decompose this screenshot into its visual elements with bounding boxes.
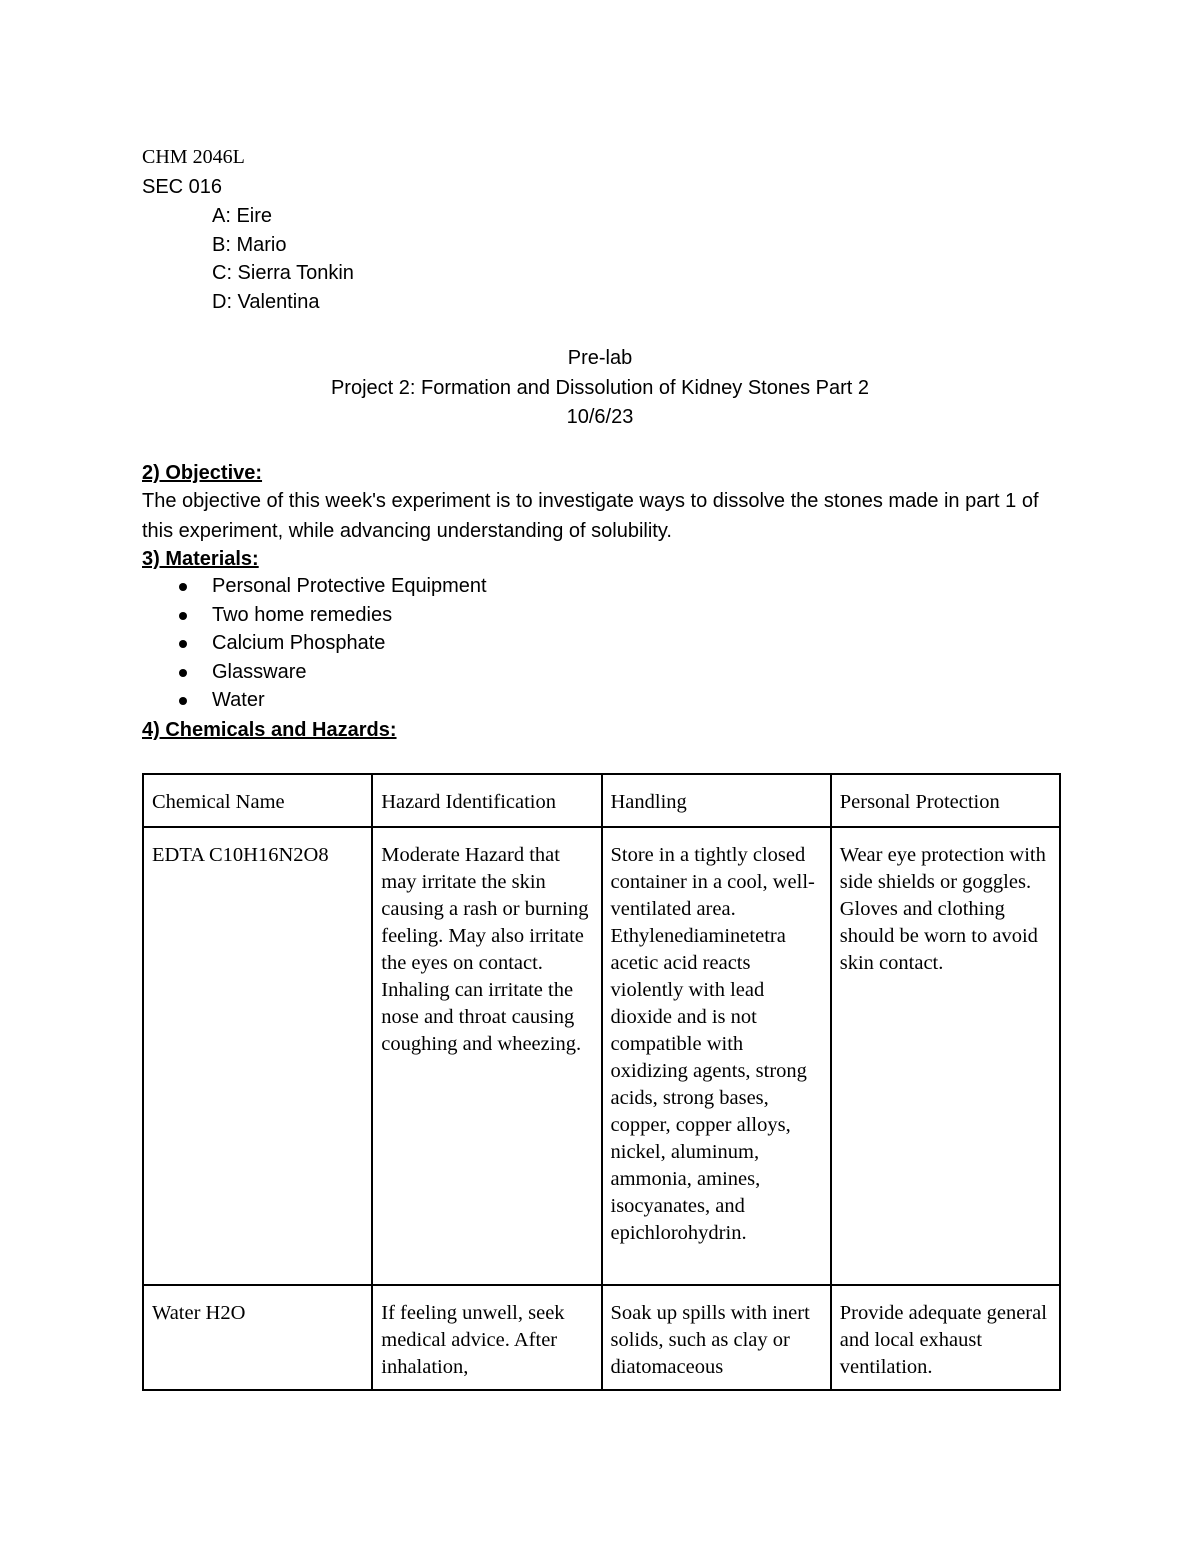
list-item bbox=[142, 658, 487, 687]
list-item bbox=[142, 572, 487, 601]
hazard-cell: Moderate Hazard that may irritate the skin causing a rash or burning feeling. May also irritate the eyes on contact. Inhaling can irritate the nose and throat causing coughing and wheezing. bbox=[372, 827, 601, 1285]
materials-heading: 3) Materials: bbox=[142, 548, 259, 570]
column-header: Handling bbox=[602, 774, 831, 827]
column-header: Personal Protection bbox=[831, 774, 1060, 827]
material-label: Water bbox=[212, 689, 265, 711]
objective-text: The objective of this week's experiment is to investigate ways to dissolve the stones made in part 1 of this experiment, while advancing understanding of solubility. bbox=[142, 490, 1039, 542]
member-d: D: Valentina bbox=[212, 291, 320, 313]
handling-cell: Soak up spills with inert solids, such as clay or diatomaceous bbox=[602, 1285, 831, 1390]
chemicals-hazards-table bbox=[142, 773, 1061, 1391]
column-header: Chemical Name bbox=[143, 774, 372, 827]
chemical-name-cell: EDTA C10H16N2O8 bbox=[143, 827, 372, 1285]
course-code: CHM 2046L bbox=[142, 146, 245, 168]
bullet-icon bbox=[179, 640, 187, 648]
member-b: B: Mario bbox=[212, 234, 287, 256]
bullet-icon bbox=[179, 583, 187, 591]
table-header-row bbox=[143, 774, 1060, 827]
list-item bbox=[142, 629, 487, 658]
document-kind: Pre-lab bbox=[567, 347, 633, 369]
hazard-cell: If feeling unwell, seek medical advice. After inhalation, bbox=[372, 1285, 601, 1390]
member-a: A: Eire bbox=[212, 205, 273, 227]
bullet-icon bbox=[179, 669, 187, 677]
list-item bbox=[142, 686, 487, 715]
protection-cell: Provide adequate general and local exhaust ventilation. bbox=[831, 1285, 1060, 1390]
material-label: Two home remedies bbox=[212, 603, 393, 626]
bullet-icon bbox=[179, 612, 187, 620]
document-date: 10/6/23 bbox=[566, 406, 634, 428]
section-number: SEC 016 bbox=[142, 176, 223, 198]
list-item bbox=[142, 601, 487, 630]
table-row bbox=[143, 1285, 1060, 1390]
materials-list bbox=[142, 572, 487, 715]
chemical-name-cell: Water H2O bbox=[143, 1285, 372, 1390]
chemicals-heading: 4) Chemicals and Hazards: bbox=[142, 719, 397, 741]
column-header: Hazard Identification bbox=[372, 774, 601, 827]
material-label: Glassware bbox=[212, 660, 307, 683]
bullet-icon bbox=[179, 697, 187, 705]
protection-cell: Wear eye protection with side shields or goggles. Gloves and clothing should be worn to avoid skin contact. bbox=[831, 827, 1060, 1285]
table-row bbox=[143, 827, 1060, 1285]
handling-cell: Store in a tightly closed container in a cool, well-ventilated area. Ethylenediaminetetra acetic acid reacts violently with lead dioxide and is not compatible with oxidizing agents, strong acids, strong bases, copper, copper alloys, nickel, aluminum, ammonia, amines, isocyanates, and epichlorohydrin. bbox=[602, 827, 831, 1285]
member-c: C: Sierra Tonkin bbox=[212, 262, 354, 284]
material-label: Personal Protective Equipment bbox=[212, 575, 487, 597]
material-label: Calcium Phosphate bbox=[212, 632, 386, 654]
objective-heading: 2) Objective: bbox=[142, 462, 263, 484]
project-title: Project 2: Formation and Dissolution of Kidney Stones Part 2 bbox=[330, 377, 870, 399]
